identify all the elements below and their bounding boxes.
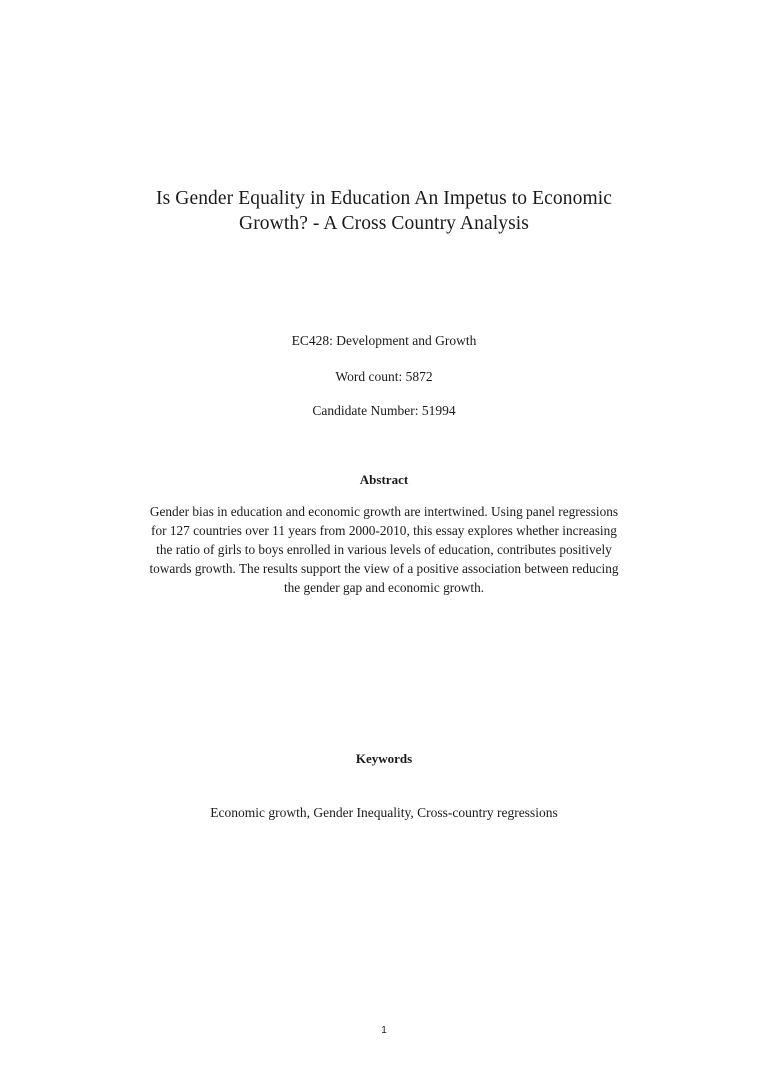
abstract-line: the ratio of girls to boys enrolled in various levels of education, contributes positively bbox=[156, 542, 612, 557]
title-line-1: Is Gender Equality in Education An Impetus to Economic bbox=[156, 188, 612, 209]
keywords-heading: Keywords bbox=[355, 751, 413, 766]
abstract-line: Gender bias in education and economic growth are intertwined. Using panel regressions bbox=[149, 504, 619, 519]
abstract-heading: Abstract bbox=[359, 472, 409, 487]
abstract-line: the gender gap and economic growth. bbox=[283, 580, 485, 595]
keywords-text: Economic growth, Gender Inequality, Cross-country regressions bbox=[210, 805, 558, 820]
title-line-2: Growth? - A Cross Country Analysis bbox=[239, 213, 529, 234]
abstract-line: towards growth. The results support the view of a positive association between reducing bbox=[149, 561, 619, 576]
abstract-text bbox=[112, 502, 656, 597]
course-name: EC428: Development and Growth bbox=[291, 333, 477, 348]
candidate-number: Candidate Number: 51994 bbox=[312, 403, 456, 418]
abstract-line: for 127 countries over 11 years from 2000-2010, this essay explores whether increasing bbox=[151, 523, 617, 538]
page-number: 1 bbox=[381, 1025, 387, 1036]
word-count: Word count: 5872 bbox=[335, 369, 433, 384]
document-title bbox=[84, 186, 684, 236]
